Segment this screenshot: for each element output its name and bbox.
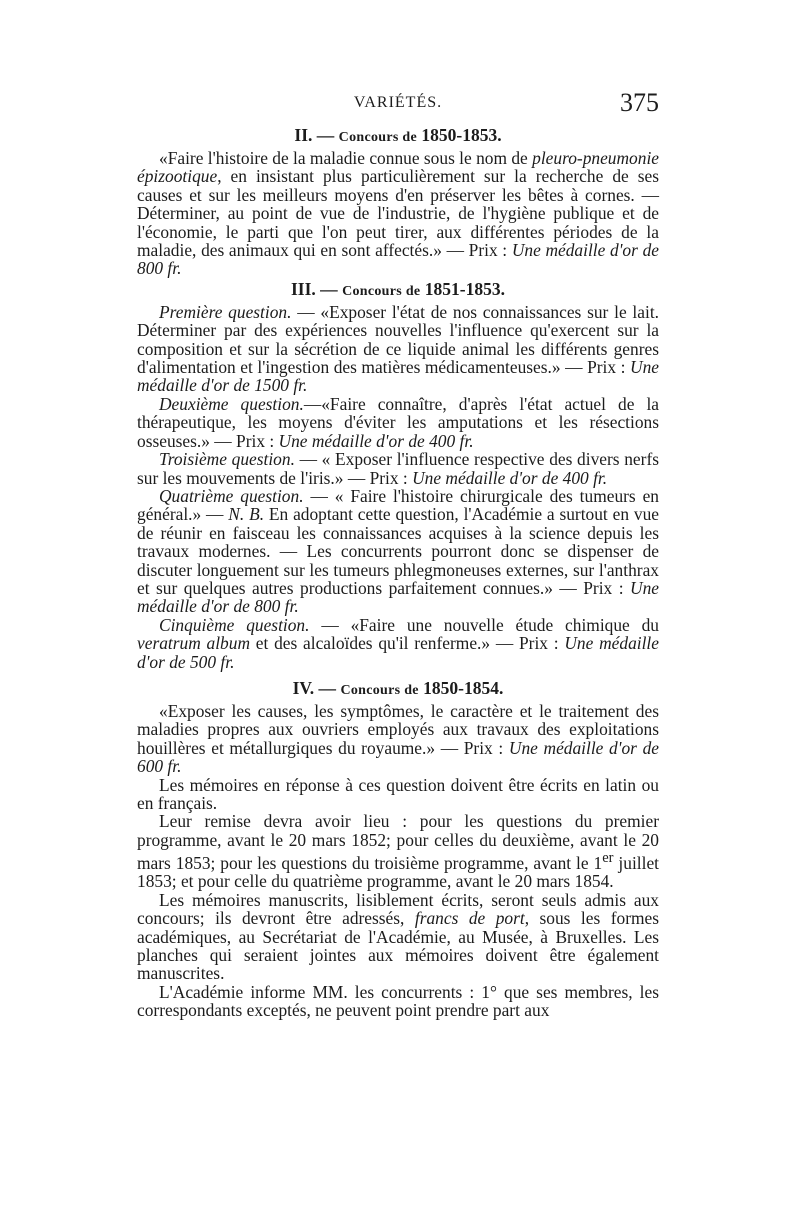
paragraph-text: En adoptant cette question, l'Académie a surtout en vue de réunir en faisceau les connaissances acquises à la science depuis les travaux modernes. — Les concurrents pourront donc se dispenser de discuter longuement sur les tumeurs phlegmoneuses externes, sur l'anthrax et sur quelques autres productions parfaitement connues.» — Prix :	[137, 504, 659, 598]
paragraph-text: — «Exposer l'état de nos connaissances sur le lait. Déterminer par des expériences nouvelles l'influence qu'exercent sur la composition et sur la sécrétion de ce liquide animal les différents genres d'alimentation et l'ingestion des matières médicamenteuses.» — Prix :	[137, 301, 659, 378]
running-title: VARIÉTÉS.	[353, 94, 443, 111]
nota-bene: N. B.	[228, 504, 265, 525]
italic-term: francs de port	[414, 908, 525, 929]
paragraph-text: Leur remise devra avoir lieu : pour les questions du premier programme, avant le 20 mars 1852; pour celles du deuxième, avant le 20 mars 1853; pour les questions du troisième programme, avant le 1	[137, 811, 659, 874]
prize: Une médaille d'or de 1500 fr.	[137, 357, 659, 396]
paragraph-text: — « Faire l'histoire chirurgicale des tumeurs en général.» —	[137, 485, 659, 525]
question-label: Deuxième question.	[159, 393, 304, 414]
paragraph-text: —«Faire connaître, d'après l'état actuel de la thérapeutique, les moyens d'éviter les amputations et les résections osseuses.» — Prix :	[137, 393, 659, 451]
closing-paragraph-3	[137, 891, 659, 983]
section-heading-ii	[137, 124, 659, 149]
superscript: er	[602, 850, 614, 867]
paragraph-text: — « Exposer l'influence respective des divers nerfs sur les mouvements de l'iris.» — Prix :	[137, 449, 659, 488]
heading-label: Concours de	[340, 682, 419, 698]
italic-term: veratrum album	[137, 633, 250, 654]
section-heading-iv	[137, 677, 659, 702]
paragraph-text: L'Académie informe MM. les concurrents : 1° que ses membres, les correspondants exceptés, ne peuvent point prendre part aux	[137, 981, 659, 1021]
prize: Une médaille d'or de 600 fr.	[137, 737, 659, 777]
heading-years: 1850-1854.	[418, 677, 504, 698]
paragraph-text: Les mémoires en réponse à ces question doivent être écrits en latin ou en français.	[137, 774, 659, 813]
question-4	[137, 487, 659, 616]
heading-years: 1851-1853.	[420, 278, 505, 299]
page	[137, 88, 659, 1021]
page-header	[137, 88, 659, 124]
paragraph-text: Les mémoires manuscrits, lisiblement écrits, seront seuls admis aux concours; ils devront être adressés,	[137, 889, 659, 929]
prize: Une médaille d'or de 800 fr.	[137, 577, 659, 617]
question-label: Cinquième question.	[159, 614, 310, 635]
closing-paragraph-2	[137, 812, 659, 890]
prize: Une médaille d'or de 400 fr.	[278, 430, 474, 451]
prize: Une médaille d'or de 400 fr.	[412, 467, 608, 488]
question-label: Troisième question.	[159, 449, 295, 470]
paragraph-text: «Faire l'histoire de la maladie connue sous le nom de	[159, 148, 533, 168]
paragraph-text: — «Faire une nouvelle étude chimique du	[309, 614, 659, 635]
closing-paragraph-1	[137, 776, 659, 813]
question-3	[137, 450, 659, 487]
question-5	[137, 616, 659, 671]
paragraph-text: , en insistant plus particulièrement sur la recherche de ses causes et sur les meilleurs moyens d'en préserver les bêtes à cornes. — Déterminer, au point de vue de l'industrie, de l'hygiène publique et de l'économie, le parti que l'on peut tirer, aux différentes périodes de la maladie, des animaux qui en sont affectés.» — Prix :	[137, 166, 659, 261]
paragraph-text: et des alcaloïdes qu'il renferme.» — Prix :	[250, 633, 565, 654]
question-label: Première question.	[159, 301, 292, 322]
section-heading-iii	[137, 278, 659, 303]
question-1	[137, 303, 659, 395]
heading-number: IV. —	[292, 677, 341, 698]
paragraph-text: juillet 1853; et pour celle du quatrième programme, avant le 20 mars 1854.	[137, 853, 659, 892]
heading-label: Concours de	[342, 283, 421, 299]
prize: Une médaille d'or de 500 fr.	[137, 633, 659, 672]
page-number: 375	[620, 88, 659, 117]
heading-number: III. —	[291, 278, 343, 299]
paragraph-iv-1	[137, 702, 659, 776]
heading-years: 1850-1853.	[417, 125, 502, 145]
question-label: Quatrième question.	[159, 485, 304, 506]
paragraph-text: «Exposer les causes, les symptômes, le caractère et le traitement des maladies propres aux ouvriers employés aux travaux des exploitations houillères et métallurgiques du royaume.» — Prix :	[137, 700, 659, 758]
heading-number: II. —	[294, 125, 339, 145]
heading-label: Concours de	[338, 130, 418, 145]
prize: Une médaille d'or de 800 fr.	[137, 240, 659, 279]
paragraph-text: , sous les formes académiques, au Secrétariat de l'Académie, au Musée, à Bruxelles. Les planches qui seraient jointes aux mémoires doivent être également manuscrites.	[137, 908, 659, 984]
paragraph-ii-1	[137, 149, 659, 278]
italic-term: pleuro-pneumonie épizootique	[137, 148, 659, 187]
question-2	[137, 395, 659, 450]
closing-paragraph-4	[137, 983, 659, 1020]
